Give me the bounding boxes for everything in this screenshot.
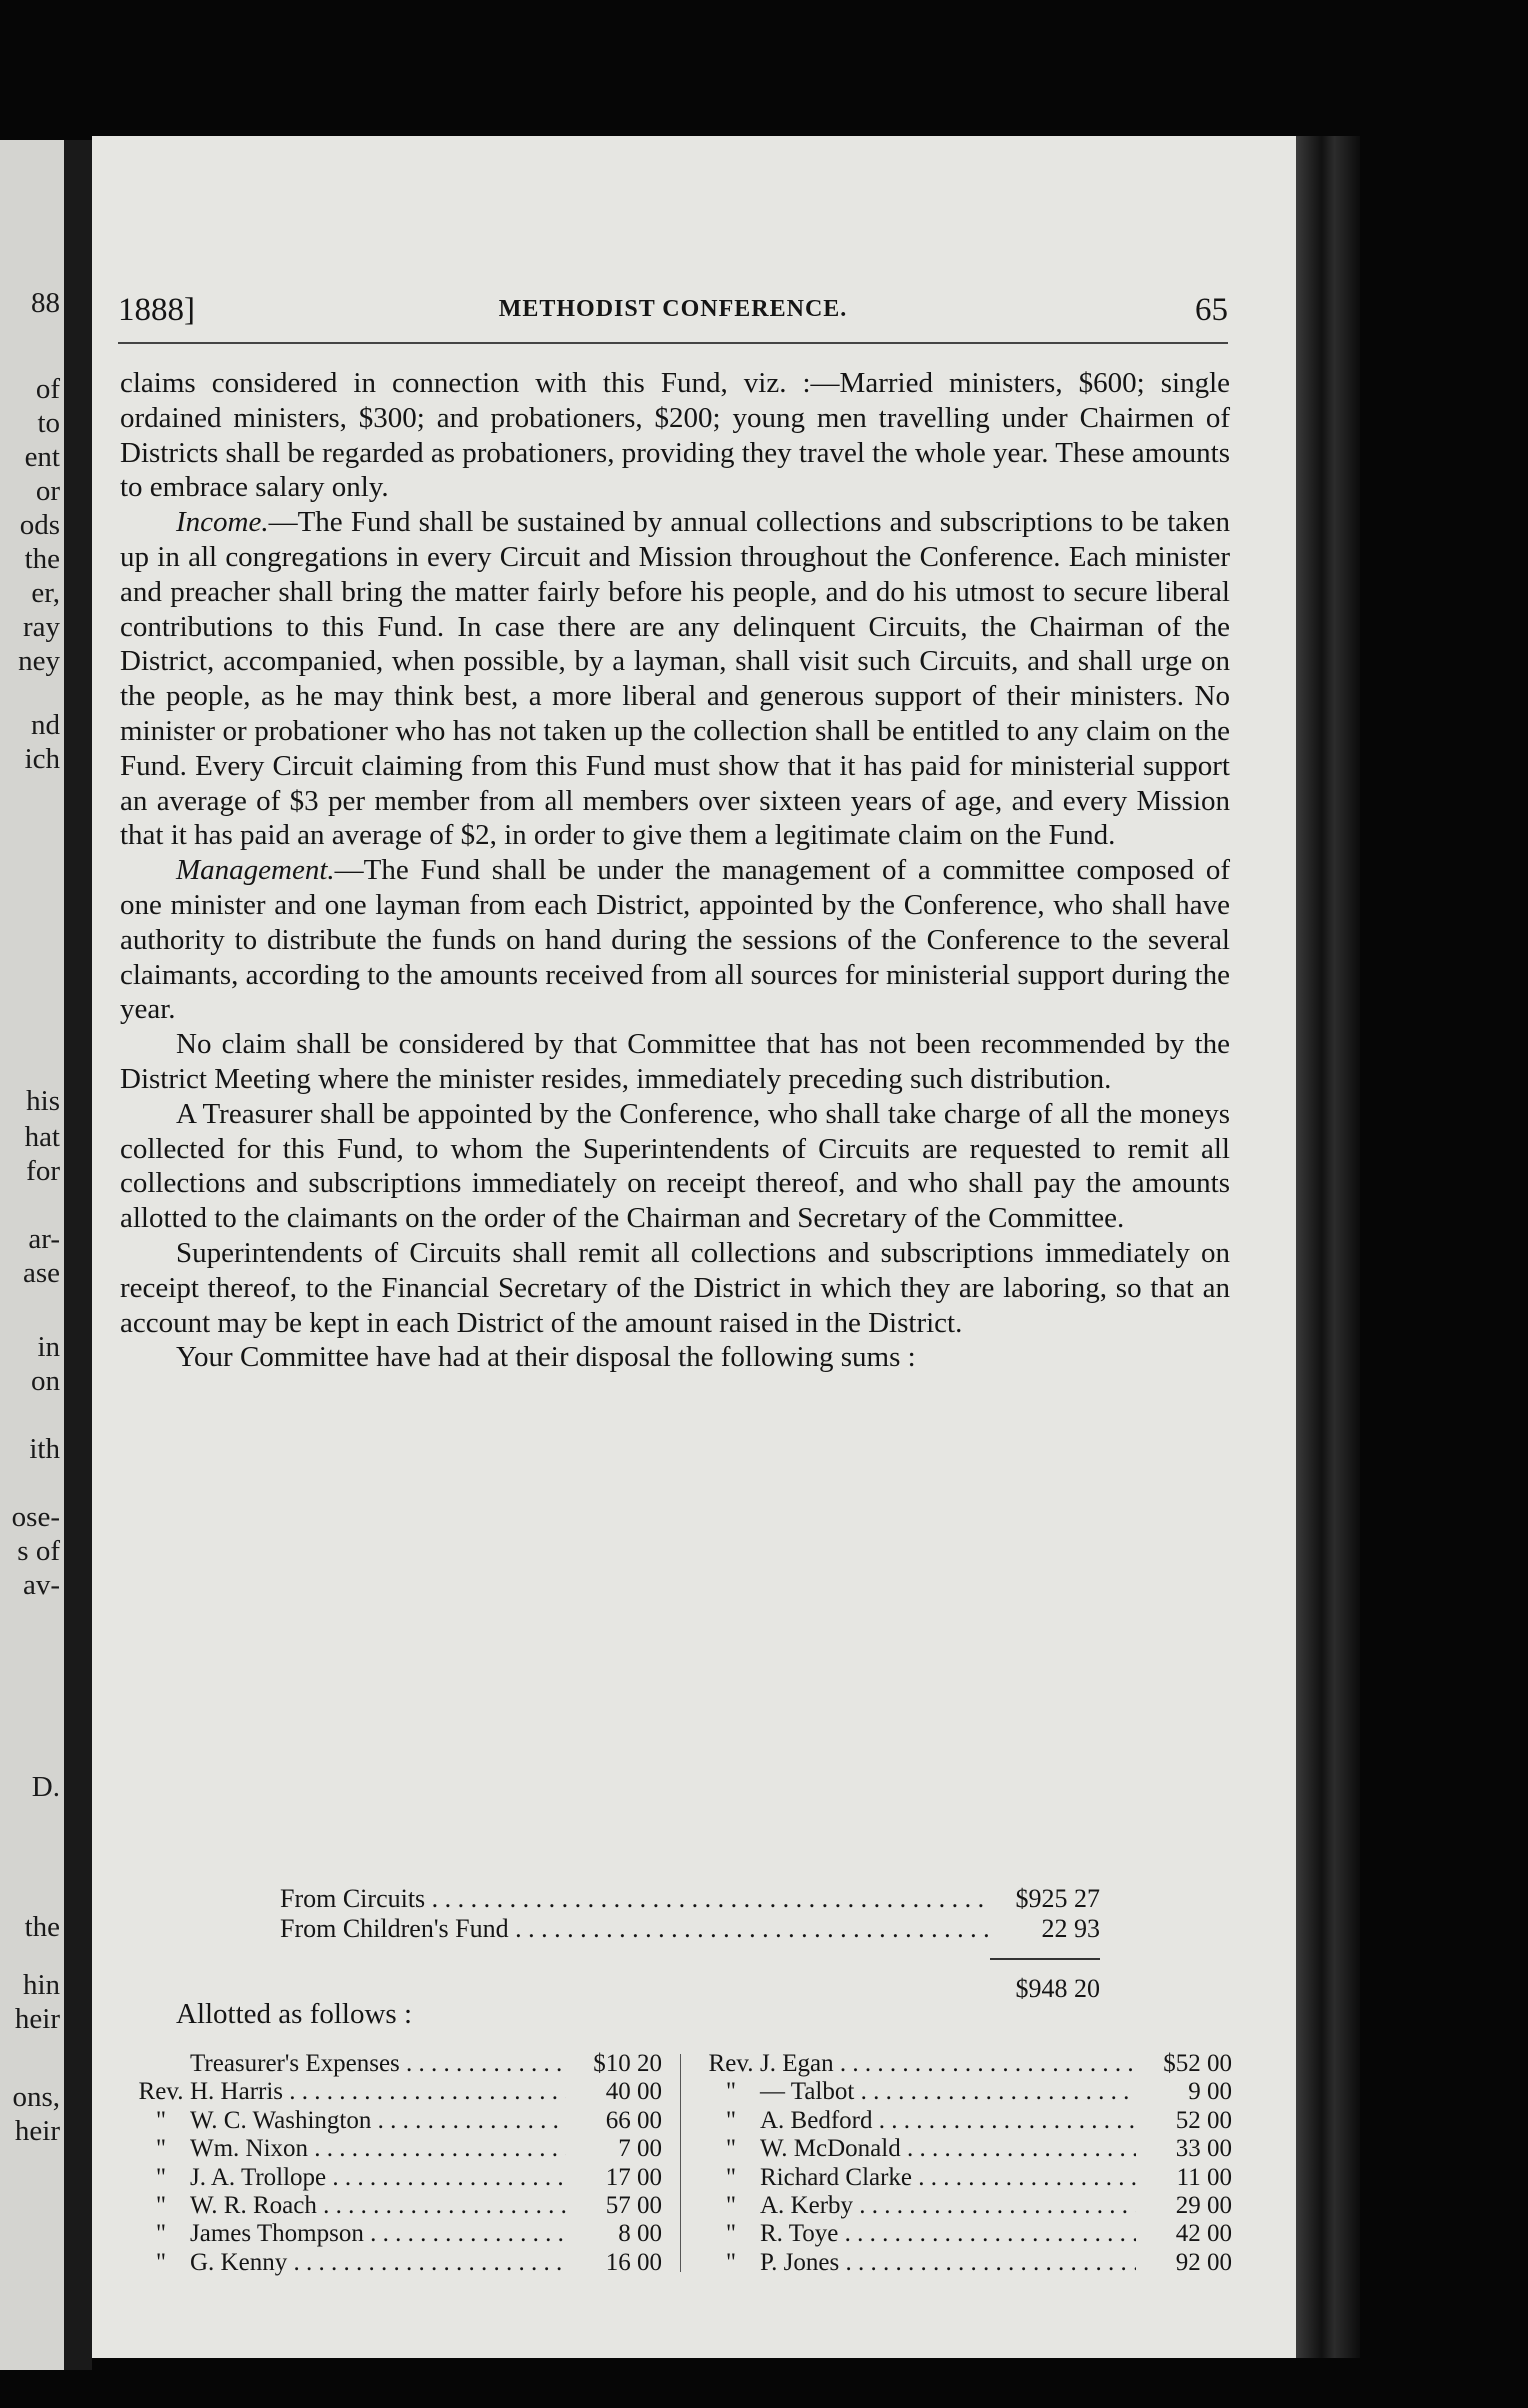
allotment-amount: 9 00 [1188, 2078, 1232, 2106]
allotment-row [132, 2192, 662, 2220]
allotment-prefix: " [725, 2106, 737, 2134]
facing-page-fragment: the [24, 1911, 60, 1943]
allotment-row [702, 2192, 1232, 2220]
allotment-payee: W. C. Washington [190, 2106, 372, 2134]
book-gutter [64, 140, 92, 2370]
header-rule [118, 342, 1228, 344]
paragraph-text: —The Fund shall be sustained by annual collections and subscriptions to be taken up in all congregations in every Circuit and Mission throughout the Conference. Each minister and preacher shall bring the matter fairly before his people, and do his utmost to secure liberal contributions to this Fund. In case there are any delinquent Circuits, the Chairman of the District, accompanied, when possible, by a layman, shall visit such Circuits, and shall urge on the people, as he may think best, a more liberal and generous support of their ministers. No minister or probationer who has not taken up the collection shall be entitled to any claim on the Fund. Every Circuit claiming from this Fund must show that it has paid for ministerial support an average of $3 per member from all members over sixteen years of age, and every Mission that it has paid an average of $2, in order to give them a legitimate claim on the Fund. [120, 506, 1230, 852]
allotment-row [702, 2107, 1232, 2135]
allotment-name [702, 2107, 1136, 2135]
allotment-row [132, 2164, 662, 2192]
allotment-amount: $52 00 [1163, 2050, 1232, 2077]
allotted-heading: Allotted as follows : [176, 1998, 413, 2030]
allotment-name [132, 2135, 566, 2163]
paragraph-text: claims considered in connection with this Fund, viz. :—Married ministers, $600; single ordained ministers, $300; and probationers, $200; young men travelling under Chairmen of Districts shall be regarded as probationers, providing they travel the whole year. These amounts to embrace salary only. [120, 367, 1231, 504]
allotment-amount: 52 00 [1175, 2106, 1232, 2134]
allotment-amount: 33 00 [1175, 2135, 1232, 2163]
allotment-payee: Wm. Nixon [190, 2135, 309, 2163]
allotment-row [132, 2078, 662, 2106]
allotment-prefix: " [155, 2220, 167, 2248]
allotment-name [702, 2135, 1136, 2163]
allotments-right-column [702, 2050, 1232, 2277]
allotment-prefix: " [725, 2248, 737, 2276]
sum-row [280, 1884, 1100, 1914]
allotment-payee: W. McDonald [760, 2135, 901, 2163]
sum-label: From Circuits . . . [280, 1884, 990, 1914]
allotment-row [132, 2135, 662, 2163]
allotment-name [132, 2078, 566, 2106]
facing-page-fragment: ons, [12, 2081, 60, 2113]
allotment-row [132, 2107, 662, 2135]
facing-page-fragment: heir [14, 2003, 60, 2035]
allotment-amount: 57 00 [605, 2192, 662, 2220]
facing-page-fragment: 88 [31, 287, 60, 319]
allotment-payee: A. Bedford [760, 2106, 873, 2134]
allotment-name [132, 2164, 566, 2192]
allotment-name [702, 2078, 1136, 2106]
total-rule [990, 1958, 1100, 1974]
allotment-amount: $10 20 [593, 2050, 662, 2077]
book-page [92, 136, 1296, 2358]
allotment-payee: J. A. Trollope [190, 2163, 327, 2191]
header-year: 1888] [118, 292, 195, 328]
allotment-row [702, 2220, 1232, 2248]
allotment-row [132, 2220, 662, 2248]
allotment-row [132, 2050, 662, 2078]
allotment-prefix: " [725, 2135, 737, 2163]
facing-page-fragment: s of [17, 1535, 60, 1567]
allotment-name [132, 2050, 566, 2078]
allotment-name [132, 2220, 566, 2248]
allotment-row [132, 2249, 662, 2277]
facing-page-fragment: er, [31, 577, 60, 609]
paragraph [120, 853, 1230, 1027]
paragraph [120, 1340, 1230, 1375]
allotment-amount: 7 00 [618, 2135, 662, 2163]
paragraph-text: Your Committee have had at their disposal the following sums : [176, 1341, 916, 1374]
facing-page-fragment: ith [29, 1433, 60, 1465]
facing-page-fragment: ent [24, 441, 60, 473]
facing-page-fragment: hin [22, 1969, 60, 2001]
book-page-edges [1296, 136, 1360, 2358]
sum-amount: 22 93 [1041, 1914, 1100, 1943]
allotment-name [702, 2050, 1136, 2078]
allotment-name [702, 2249, 1136, 2277]
facing-page-fragment: ich [24, 743, 60, 775]
allotment-row [702, 2249, 1232, 2277]
allotment-amount: 11 00 [1176, 2163, 1232, 2191]
allotment-payee: G. Kenny [190, 2248, 288, 2276]
header-title: METHODIST CONFERENCE. [498, 296, 848, 322]
body-text [120, 366, 1230, 1375]
facing-page-fragment: D. [31, 1771, 60, 1803]
column-divider [680, 2054, 681, 2272]
allotment-prefix: " [725, 2163, 737, 2191]
facing-page-fragment: ray [22, 611, 60, 643]
allotment-row [702, 2078, 1232, 2106]
allotment-row [702, 2050, 1232, 2078]
allotment-amount: 42 00 [1175, 2220, 1232, 2248]
running-head [118, 292, 1228, 336]
allotment-prefix: " [155, 2192, 167, 2220]
facing-page-fragment: ase [22, 1257, 60, 1289]
facing-page-fragment: nd [31, 709, 60, 741]
allotment-prefix: " [155, 2163, 167, 2191]
paragraph [120, 1236, 1230, 1340]
page-number: 65 [1195, 292, 1228, 328]
allotment-prefix: " [155, 2106, 167, 2134]
allotments-left-column [132, 2050, 662, 2277]
facing-page-fragment: or [35, 475, 60, 507]
sums-table [280, 1884, 1100, 2004]
facing-page-fragment: ar- [28, 1223, 60, 1255]
paragraph-heading: Income. [176, 506, 269, 539]
facing-page-edge [0, 140, 64, 2370]
allotment-prefix: Rev. [138, 2078, 184, 2106]
allotment-amount: 40 00 [605, 2078, 662, 2106]
allotment-name [702, 2192, 1136, 2220]
facing-page-fragment: for [26, 1155, 60, 1187]
allotment-amount: 16 00 [605, 2248, 662, 2276]
allotment-prefix: " [155, 2135, 167, 2163]
facing-page-fragment: to [37, 407, 60, 439]
allotment-payee: Treasurer's Expenses [190, 2050, 400, 2077]
paragraph [120, 1097, 1230, 1236]
allotment-amount: 8 00 [618, 2220, 662, 2248]
allotment-name [702, 2164, 1136, 2192]
allotment-amount: 92 00 [1175, 2248, 1232, 2276]
allotment-prefix: " [725, 2192, 737, 2220]
allotment-prefix: " [725, 2078, 737, 2106]
allotment-name [132, 2249, 566, 2277]
allotment-name [132, 2107, 566, 2135]
paragraph-text: A Treasurer shall be appointed by the Conference, who shall take charge of all the moneys collected for this Fund, to whom the Superintendents of Circuits are requested to remit all collections and subscriptions immediately on receipt thereof, and who shall pay the amounts allotted to the claimants on the order of the Chairman and Secretary of the Committee. [120, 1097, 1230, 1235]
allotment-prefix: " [725, 2220, 737, 2248]
allotment-prefix: Rev. [708, 2050, 754, 2077]
facing-page-fragment: the [24, 543, 60, 575]
sum-amount: $925 27 [1015, 1884, 1100, 1913]
paragraph-text: No claim shall be considered by that Committee that has not been recommended by the District Meeting where the minister resides, immediately preceding such distribution. [120, 1028, 1230, 1095]
allotment-payee: James Thompson [190, 2220, 364, 2248]
allotment-payee: J. Egan [760, 2050, 834, 2077]
facing-page-fragment: ods [19, 509, 60, 541]
allotment-payee: Richard Clarke [760, 2163, 913, 2191]
allotment-payee: W. R. Roach [190, 2192, 317, 2220]
allotment-payee: A. Kerby [760, 2192, 854, 2220]
allotment-amount: 66 00 [605, 2106, 662, 2134]
paragraph-text: —The Fund shall be under the management of a committee composed of one minister and one layman from each District, appointed by the Conference, who shall have authority to distribute the funds on hand during the sessions of the Conference to the several claimants, according to the amounts received from all sources for ministerial support during the year. [120, 854, 1230, 1026]
paragraph-text: Superintendents of Circuits shall remit all collections and subscriptions immediately on receipt thereof, to the Financial Secretary of the District in which they are laboring, so that an account may be kept in each District of the amount raised in the District. [120, 1236, 1230, 1339]
allotment-amount: 29 00 [1175, 2192, 1232, 2220]
allotment-payee: P. Jones [760, 2248, 840, 2276]
facing-page-fragment: ose- [11, 1501, 60, 1533]
allotment-prefix: " [155, 2248, 167, 2276]
facing-page-fragment: on [31, 1365, 60, 1397]
allotment-name [132, 2192, 566, 2220]
allotment-row [702, 2135, 1232, 2163]
paragraph [120, 505, 1230, 853]
allotment-payee: R. Toye [760, 2220, 839, 2248]
paragraph [120, 366, 1230, 505]
paragraph [120, 1027, 1230, 1097]
paragraph-heading: Management. [176, 854, 335, 887]
facing-page-fragment: ney [18, 645, 60, 677]
allotment-row [702, 2164, 1232, 2192]
facing-page-fragment: in [37, 1331, 60, 1363]
allotment-amount: 17 00 [605, 2163, 662, 2191]
sum-label: From Children's Fund . . . [280, 1914, 990, 1944]
facing-page-fragment: of [35, 373, 60, 405]
sum-row [280, 1914, 1100, 1944]
facing-page-fragment: his [26, 1085, 60, 1117]
facing-page-fragment: hat [24, 1121, 60, 1153]
allotment-payee: — Talbot [760, 2078, 855, 2106]
facing-page-fragment: heir [14, 2115, 60, 2147]
facing-page-fragment: av- [22, 1569, 60, 1601]
allotment-name [702, 2220, 1136, 2248]
allotment-payee: H. Harris [190, 2078, 284, 2106]
sum-total: $948 20 [1015, 1974, 1100, 2003]
